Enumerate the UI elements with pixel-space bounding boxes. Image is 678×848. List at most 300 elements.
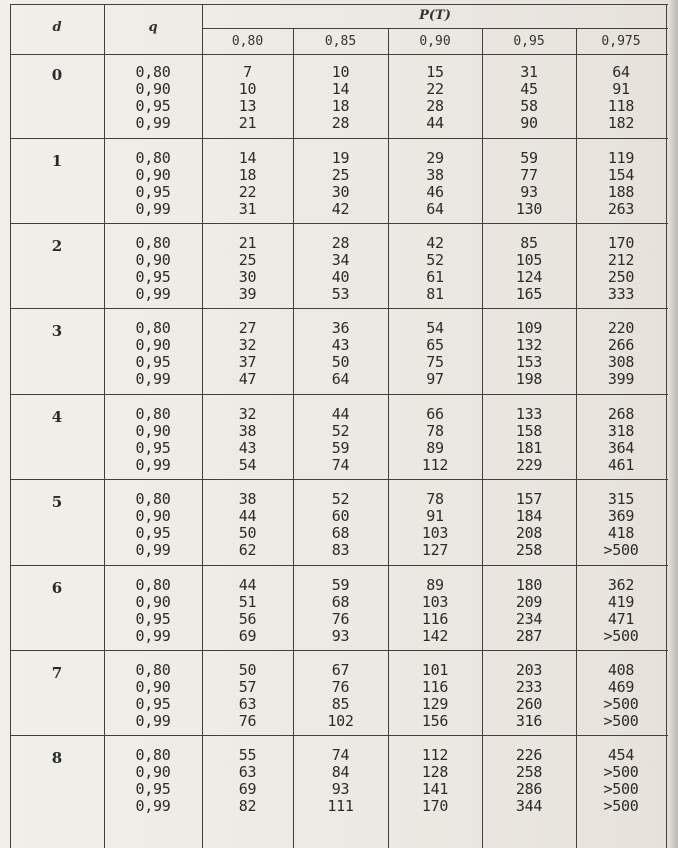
d-value: 3 xyxy=(51,322,63,340)
sample-size-cell: >500 xyxy=(603,763,639,781)
sample-size-cell: 59 xyxy=(331,576,350,594)
sample-size-cell: 74 xyxy=(331,746,350,764)
sample-size-cell: 89 xyxy=(426,439,444,457)
sample-size-cell: 408 xyxy=(607,661,635,679)
sample-size-cell: 182 xyxy=(607,114,635,132)
sample-size-cell: 76 xyxy=(331,610,350,628)
sample-size-cell: 31 xyxy=(520,63,538,81)
sample-size-cell: 141 xyxy=(421,780,449,798)
sample-size-cell: 91 xyxy=(612,80,630,98)
sample-size-cell: 158 xyxy=(515,422,543,440)
q-cell: 0,90 xyxy=(135,507,171,525)
sample-size-column xyxy=(482,491,576,559)
sample-size-cell: 250 xyxy=(607,268,635,286)
sample-size-cell: 39 xyxy=(238,285,257,303)
header-d: d xyxy=(52,20,62,35)
sample-size-cell: 53 xyxy=(331,285,350,303)
sample-size-column xyxy=(388,235,482,303)
sample-size-cell: 286 xyxy=(515,780,543,798)
q-cell: 0,95 xyxy=(135,524,171,542)
q-cell: 0,90 xyxy=(135,251,171,269)
sample-size-column xyxy=(576,662,666,730)
sample-size-cell: 229 xyxy=(515,456,543,474)
sample-size-cell: 209 xyxy=(515,593,543,611)
header-p-of-t: P(T) xyxy=(419,8,451,23)
sample-size-cell: 112 xyxy=(421,746,449,764)
sample-size-cell: 220 xyxy=(607,319,635,337)
sample-size-cell: 32 xyxy=(238,405,257,423)
sample-size-cell: 37 xyxy=(238,353,257,371)
sample-size-cell: 170 xyxy=(607,234,635,252)
d-value: 0 xyxy=(51,66,63,84)
sample-size-cell: 127 xyxy=(421,541,449,559)
sample-size-column xyxy=(388,662,482,730)
sample-size-cell: 28 xyxy=(331,234,350,252)
q-cell: 0,90 xyxy=(135,422,171,440)
sample-size-cell: 344 xyxy=(515,797,543,815)
sample-size-column xyxy=(482,64,576,132)
sample-size-cell: 50 xyxy=(238,524,257,542)
q-cell: 0,95 xyxy=(135,268,171,286)
sample-size-cell: 369 xyxy=(607,507,635,525)
sample-size-cell: 44 xyxy=(238,576,257,594)
sample-size-column xyxy=(388,747,482,815)
sample-size-cell: 362 xyxy=(607,576,635,594)
header-p-level-2: 0,85 xyxy=(324,34,357,49)
sample-size-cell: 63 xyxy=(238,763,257,781)
q-cell: 0,80 xyxy=(135,405,171,423)
q-cell: 0,95 xyxy=(135,610,171,628)
q-values xyxy=(104,406,202,474)
sample-size-column xyxy=(388,150,482,218)
sample-size-cell: >500 xyxy=(603,541,639,559)
q-cell: 0,80 xyxy=(135,746,171,764)
sample-size-column xyxy=(576,406,666,474)
sample-size-cell: 318 xyxy=(607,422,635,440)
sample-size-column xyxy=(576,64,666,132)
sample-size-cell: 59 xyxy=(520,149,538,167)
sample-size-column xyxy=(576,150,666,218)
sample-size-cell: 13 xyxy=(238,97,257,115)
sample-size-cell: 165 xyxy=(515,285,543,303)
sample-size-cell: 184 xyxy=(515,507,543,525)
row-group-divider xyxy=(10,479,668,480)
sample-size-cell: 56 xyxy=(238,610,257,628)
sample-size-cell: 67 xyxy=(331,661,350,679)
sample-size-cell: 36 xyxy=(331,319,350,337)
q-cell: 0,90 xyxy=(135,763,171,781)
sample-size-cell: 85 xyxy=(520,234,538,252)
sample-size-cell: 198 xyxy=(515,370,543,388)
sample-size-column xyxy=(293,320,388,388)
sample-size-column xyxy=(202,64,293,132)
sample-size-cell: 103 xyxy=(421,524,449,542)
sample-size-column xyxy=(293,64,388,132)
sample-size-cell: 76 xyxy=(238,712,257,730)
sample-size-column xyxy=(202,320,293,388)
sample-size-column xyxy=(202,150,293,218)
row-group-d-5 xyxy=(10,485,668,569)
sample-size-cell: 69 xyxy=(238,780,257,798)
sample-size-column xyxy=(202,406,293,474)
q-cell: 0,95 xyxy=(135,439,171,457)
sample-size-column xyxy=(202,235,293,303)
sample-size-cell: 38 xyxy=(426,166,444,184)
sample-size-cell: >500 xyxy=(603,627,639,645)
q-values xyxy=(104,64,202,132)
sample-size-cell: 43 xyxy=(238,439,257,457)
q-values xyxy=(104,320,202,388)
header-p-level-5: 0,975 xyxy=(601,34,641,49)
q-cell: 0,99 xyxy=(135,797,171,815)
sample-size-column xyxy=(576,747,666,815)
sample-size-cell: 103 xyxy=(421,593,449,611)
sample-size-cell: 111 xyxy=(327,797,354,815)
row-group-divider xyxy=(10,394,668,395)
sample-size-column xyxy=(482,406,576,474)
sample-size-cell: 77 xyxy=(520,166,538,184)
sample-size-cell: 78 xyxy=(426,422,444,440)
sample-size-cell: 234 xyxy=(515,610,543,628)
q-values xyxy=(104,747,202,815)
sample-size-column xyxy=(293,235,388,303)
sample-size-column xyxy=(482,577,576,645)
sample-size-cell: 22 xyxy=(238,183,257,201)
row-group-divider xyxy=(10,138,668,139)
sample-size-cell: 63 xyxy=(238,695,257,713)
sample-size-column xyxy=(202,491,293,559)
sample-size-cell: 69 xyxy=(238,627,257,645)
sample-size-cell: 21 xyxy=(238,114,257,132)
sample-size-cell: 15 xyxy=(426,63,444,81)
sample-size-cell: 85 xyxy=(331,695,350,713)
d-value: 5 xyxy=(51,493,63,511)
sample-size-cell: 91 xyxy=(426,507,444,525)
sample-size-column xyxy=(482,150,576,218)
row-group-divider xyxy=(10,565,668,566)
sample-size-cell: 22 xyxy=(426,80,444,98)
sample-size-cell: 97 xyxy=(426,370,444,388)
d-value: 6 xyxy=(51,579,63,597)
q-cell: 0,80 xyxy=(135,63,171,81)
q-cell: 0,95 xyxy=(135,183,171,201)
row-group-divider xyxy=(10,650,668,651)
sample-size-cell: 212 xyxy=(607,251,635,269)
sample-size-cell: 54 xyxy=(238,456,257,474)
sample-size-cell: 454 xyxy=(607,746,635,764)
sample-size-cell: 68 xyxy=(331,524,350,542)
sample-size-cell: 181 xyxy=(515,439,543,457)
sample-size-cell: 208 xyxy=(515,524,543,542)
sample-size-cell: 34 xyxy=(331,251,350,269)
q-cell: 0,80 xyxy=(135,490,171,508)
sample-size-cell: 133 xyxy=(515,405,543,423)
sample-size-cell: 46 xyxy=(426,183,444,201)
sample-size-cell: 18 xyxy=(238,166,257,184)
sample-size-cell: 52 xyxy=(331,490,350,508)
q-cell: 0,99 xyxy=(135,200,171,218)
row-group-d-7 xyxy=(10,656,668,740)
row-group-divider xyxy=(10,308,668,309)
sample-size-cell: 65 xyxy=(426,336,444,354)
q-values xyxy=(104,150,202,218)
sample-size-cell: 203 xyxy=(515,661,543,679)
sample-size-cell: 258 xyxy=(515,541,543,559)
sample-size-cell: 93 xyxy=(520,183,538,201)
sample-size-cell: 44 xyxy=(331,405,350,423)
sample-size-cell: 364 xyxy=(607,439,635,457)
sample-size-cell: 78 xyxy=(426,490,444,508)
q-cell: 0,90 xyxy=(135,678,171,696)
sample-size-cell: 233 xyxy=(515,678,543,696)
sample-size-cell: 28 xyxy=(331,114,350,132)
sample-size-column xyxy=(482,747,576,815)
sample-size-cell: 29 xyxy=(426,149,444,167)
row-group-d-3 xyxy=(10,314,668,398)
q-cell: 0,80 xyxy=(135,149,171,167)
q-values xyxy=(104,235,202,303)
sample-size-cell: 52 xyxy=(331,422,350,440)
q-cell: 0,80 xyxy=(135,319,171,337)
sample-size-cell: 52 xyxy=(426,251,444,269)
row-group-d-4 xyxy=(10,400,668,484)
sample-size-column xyxy=(388,64,482,132)
sample-size-cell: 266 xyxy=(607,336,635,354)
sample-size-cell: 74 xyxy=(331,456,350,474)
sample-size-cell: 260 xyxy=(515,695,543,713)
sample-size-cell: 258 xyxy=(515,763,543,781)
sample-size-cell: 105 xyxy=(515,251,543,269)
sample-size-cell: 84 xyxy=(331,763,350,781)
sample-size-cell: 50 xyxy=(238,661,257,679)
q-cell: 0,95 xyxy=(135,97,171,115)
sample-size-cell: >500 xyxy=(603,712,639,730)
sample-size-cell: 180 xyxy=(515,576,543,594)
sample-size-column xyxy=(293,150,388,218)
sample-size-cell: 154 xyxy=(607,166,635,184)
q-cell: 0,80 xyxy=(135,661,171,679)
sample-size-cell: 19 xyxy=(331,149,350,167)
header-p-level-1: 0,80 xyxy=(231,34,264,49)
sample-size-cell: 59 xyxy=(331,439,350,457)
sample-size-cell: 76 xyxy=(331,678,350,696)
sample-size-cell: 226 xyxy=(515,746,543,764)
q-cell: 0,95 xyxy=(135,695,171,713)
sample-size-cell: 124 xyxy=(515,268,543,286)
header-p-level-4: 0,95 xyxy=(513,34,545,49)
sample-size-cell: 43 xyxy=(331,336,350,354)
sample-size-cell: 268 xyxy=(607,405,635,423)
q-cell: 0,90 xyxy=(135,336,171,354)
sample-size-cell: 10 xyxy=(331,63,350,81)
sample-size-cell: 316 xyxy=(515,712,543,730)
d-value: 8 xyxy=(51,749,63,767)
sample-size-cell: 129 xyxy=(421,695,449,713)
sample-size-table xyxy=(10,4,668,848)
sample-size-cell: 14 xyxy=(331,80,350,98)
sample-size-cell: 38 xyxy=(238,422,257,440)
q-values xyxy=(104,491,202,559)
q-cell: 0,99 xyxy=(135,456,171,474)
row-group-d-2 xyxy=(10,229,668,313)
q-values xyxy=(104,662,202,730)
q-cell: 0,99 xyxy=(135,114,171,132)
sample-size-column xyxy=(482,662,576,730)
sample-size-column xyxy=(293,747,388,815)
sample-size-cell: 93 xyxy=(331,627,350,645)
sample-size-cell: 58 xyxy=(520,97,538,115)
q-cell: 0,99 xyxy=(135,627,171,645)
q-cell: 0,90 xyxy=(135,80,171,98)
row-group-d-8 xyxy=(10,741,668,825)
q-cell: 0,99 xyxy=(135,285,171,303)
sample-size-cell: 153 xyxy=(515,353,543,371)
sample-size-column xyxy=(388,406,482,474)
sample-size-cell: 157 xyxy=(515,490,543,508)
d-value: 2 xyxy=(51,237,63,255)
sample-size-cell: 116 xyxy=(421,610,449,628)
sample-size-cell: 60 xyxy=(331,507,350,525)
row-group-d-0 xyxy=(10,58,668,142)
q-cell: 0,90 xyxy=(135,166,171,184)
sample-size-cell: 30 xyxy=(331,183,350,201)
d-value: 4 xyxy=(51,408,63,426)
sample-size-cell: 119 xyxy=(607,149,635,167)
sample-size-cell: 471 xyxy=(607,610,635,628)
sample-size-cell: 128 xyxy=(421,763,449,781)
sample-size-cell: 68 xyxy=(331,593,350,611)
sample-size-cell: 50 xyxy=(331,353,350,371)
q-cell: 0,80 xyxy=(135,576,171,594)
sample-size-column xyxy=(576,577,666,645)
q-values xyxy=(104,577,202,645)
sample-size-cell: 75 xyxy=(426,353,444,371)
sample-size-cell: >500 xyxy=(603,695,639,713)
header-bottom xyxy=(10,54,668,55)
sample-size-column xyxy=(202,662,293,730)
sample-size-column xyxy=(202,577,293,645)
sample-size-cell: 418 xyxy=(607,524,635,542)
q-cell: 0,90 xyxy=(135,593,171,611)
sample-size-cell: 132 xyxy=(515,336,543,354)
sample-size-cell: 112 xyxy=(421,456,449,474)
sample-size-cell: 51 xyxy=(238,593,257,611)
sample-size-cell: 109 xyxy=(515,319,543,337)
sample-size-cell: 18 xyxy=(331,97,350,115)
sample-size-cell: 40 xyxy=(331,268,350,286)
sample-size-cell: 102 xyxy=(327,712,354,730)
sample-size-cell: >500 xyxy=(603,780,639,798)
d-value: 1 xyxy=(51,152,63,170)
sample-size-cell: 25 xyxy=(331,166,350,184)
sample-size-cell: 287 xyxy=(515,627,543,645)
sample-size-cell: 66 xyxy=(426,405,444,423)
header-p-divider xyxy=(202,28,668,29)
row-group-d-6 xyxy=(10,571,668,655)
sample-size-cell: 21 xyxy=(238,234,257,252)
sample-size-column xyxy=(293,577,388,645)
sample-size-cell: 116 xyxy=(421,678,449,696)
sample-size-column xyxy=(576,491,666,559)
sample-size-column xyxy=(293,662,388,730)
sample-size-cell: 45 xyxy=(520,80,538,98)
sample-size-cell: 27 xyxy=(238,319,257,337)
table-border-top xyxy=(10,4,668,5)
sample-size-cell: 61 xyxy=(426,268,444,286)
sample-size-column xyxy=(576,320,666,388)
sample-size-column xyxy=(482,235,576,303)
sample-size-cell: 25 xyxy=(238,251,257,269)
sample-size-cell: 308 xyxy=(607,353,635,371)
row-group-divider xyxy=(10,223,668,224)
q-cell: 0,95 xyxy=(135,353,171,371)
sample-size-cell: 55 xyxy=(238,746,257,764)
sample-size-cell: 315 xyxy=(607,490,635,508)
q-cell: 0,80 xyxy=(135,234,171,252)
sample-size-cell: 333 xyxy=(607,285,635,303)
sample-size-cell: 7 xyxy=(243,63,252,81)
sample-size-cell: 82 xyxy=(238,797,257,815)
sample-size-column xyxy=(388,320,482,388)
sample-size-cell: 83 xyxy=(331,541,350,559)
sample-size-column xyxy=(388,491,482,559)
sample-size-cell: 10 xyxy=(238,80,257,98)
sample-size-cell: 62 xyxy=(238,541,257,559)
sample-size-cell: 130 xyxy=(515,200,543,218)
sample-size-cell: 64 xyxy=(331,370,350,388)
sample-size-cell: 44 xyxy=(238,507,257,525)
sample-size-cell: 64 xyxy=(612,63,630,81)
sample-size-cell: >500 xyxy=(603,797,639,815)
q-cell: 0,99 xyxy=(135,541,171,559)
sample-size-cell: 47 xyxy=(238,370,257,388)
sample-size-cell: 188 xyxy=(607,183,635,201)
sample-size-cell: 89 xyxy=(426,576,444,594)
sample-size-cell: 54 xyxy=(426,319,444,337)
sample-size-cell: 469 xyxy=(607,678,635,696)
sample-size-cell: 419 xyxy=(607,593,635,611)
sample-size-cell: 461 xyxy=(607,456,635,474)
page-edge-shadow xyxy=(668,0,678,848)
d-value: 7 xyxy=(51,664,63,682)
sample-size-cell: 64 xyxy=(426,200,444,218)
sample-size-cell: 38 xyxy=(238,490,257,508)
sample-size-cell: 170 xyxy=(421,797,449,815)
sample-size-cell: 44 xyxy=(426,114,444,132)
row-group-divider xyxy=(10,735,668,736)
sample-size-cell: 14 xyxy=(238,149,257,167)
sample-size-cell: 101 xyxy=(421,661,449,679)
sample-size-cell: 42 xyxy=(331,200,350,218)
sample-size-cell: 118 xyxy=(607,97,635,115)
row-group-d-1 xyxy=(10,144,668,228)
sample-size-cell: 28 xyxy=(426,97,444,115)
sample-size-cell: 263 xyxy=(607,200,635,218)
q-cell: 0,99 xyxy=(135,712,171,730)
sample-size-cell: 42 xyxy=(426,234,444,252)
header-q: q xyxy=(148,20,158,35)
q-cell: 0,95 xyxy=(135,780,171,798)
sample-size-cell: 81 xyxy=(426,285,444,303)
q-cell: 0,99 xyxy=(135,370,171,388)
sample-size-cell: 93 xyxy=(331,780,350,798)
sample-size-cell: 31 xyxy=(238,200,257,218)
sample-size-column xyxy=(388,577,482,645)
sample-size-cell: 399 xyxy=(607,370,635,388)
sample-size-cell: 90 xyxy=(520,114,538,132)
header-p-level-3: 0,90 xyxy=(419,34,451,49)
sample-size-cell: 156 xyxy=(421,712,449,730)
